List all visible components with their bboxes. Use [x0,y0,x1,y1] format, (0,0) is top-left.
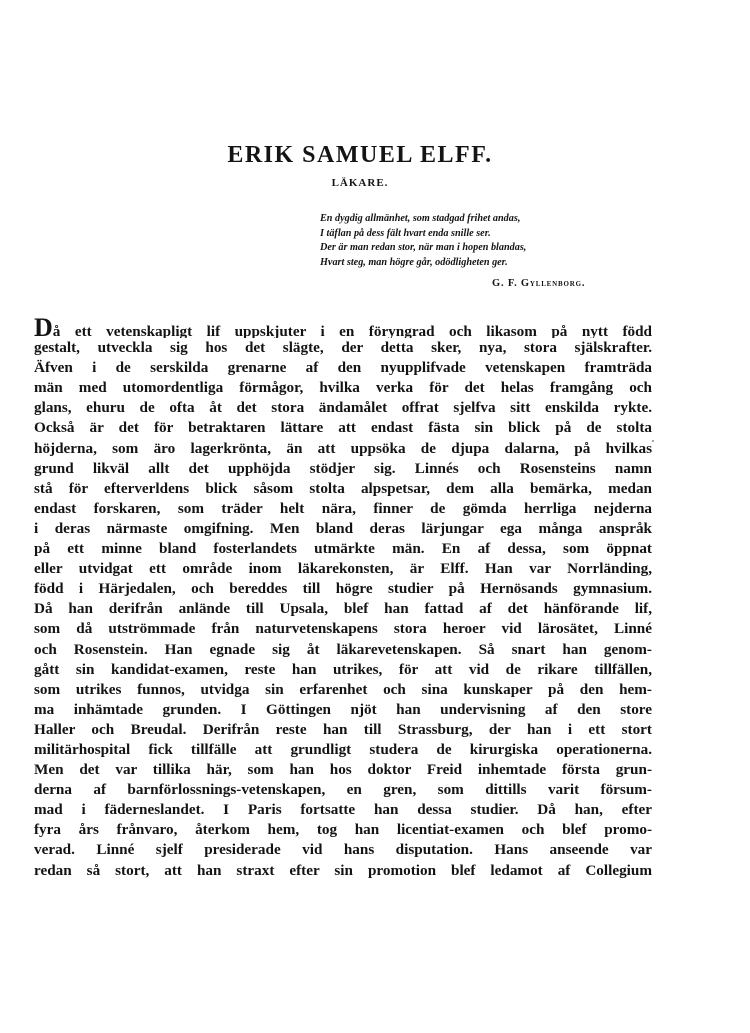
body-line: som då utströmmade från naturvetenskapens stora heroer vid lärosätet, Linné [34,620,652,638]
epigraph [320,212,640,270]
body-line: grund likväl allt det upphöjda stödjer sig. Linnés och Rosensteins namn [34,459,652,477]
body-line: Haller och Breudal. Derifrån reste han till Strassburg, der han i ett stort [34,720,652,738]
body-line: född i Härjedalen, och bereddes till högre studier på Hernösands gymnasium. [34,580,652,598]
epigraph-line: Hvart steg, man högre går, odödligheten ger. [320,256,508,268]
body-line: gått sin kandidat-examen, reste han utrikes, för att vid de rikare tillfällen, [34,660,652,678]
body-line: fyra års frånvaro, återkom hem, tog han licentiat-examen och blef promo- [34,821,652,839]
body-line: som utrikes funnos, utvidga sin erfarenhet och sina kunskaper på den hem- [34,680,652,698]
body-line: Då ett vetenskapligt lif uppskjuter i en föryngrad och likasom på nytt född [34,318,652,338]
body-line: eller utvidgat ett område inom läkarekonsten, är Elff. Han var Norrländing, [34,560,652,578]
body-text [34,318,652,881]
epigraph-line: I täflan på dess fält hvart enda snille ser. [320,227,491,239]
page-subtitle: LÄKARE. [331,177,389,189]
body-line: verad. Linné sjelf presiderade vid hans disputation. Hans anseende var [34,841,652,859]
page-title: ERIK SAMUEL ELFF. [227,142,493,168]
epigraph-author: G. F. Gyllenborg. [492,278,586,289]
body-line: Men det var tillika här, som han hos doktor Freid inhemtade första grun- [34,761,652,779]
body-line: gestalt, utveckla sig hos det slägte, der detta sker, nya, stora själskrafter. [34,339,652,357]
body-line: derna af barnförlossnings-vetenskapen, en gren, som dittills varit försum- [34,781,652,799]
body-line: höjderna, som äro lagerkrönta, än att uppsöka de djupa dalarna, på hvilkas [34,439,652,457]
body-line: män med utomordentliga förmågor, hvilka verka för det helas framgång och [34,379,652,397]
body-line: Också är det för betraktaren lättare att endast fästa sin blick på de stolta [34,419,652,437]
body-line: mad i fäderneslandet. I Paris fortsatte han dessa studier. Då han, efter [34,801,652,819]
body-line: endast forskaren, som träder helt nära, finner de gömda herrliga nejderna [34,499,652,517]
body-line: stå för efterverldens blick såsom stolta alpspetsar, dem alla bemärka, medan [34,479,652,497]
body-line: och Rosenstein. Han egnade sig åt läkarevetenskapen. Så snart han genom- [34,640,652,658]
epigraph-line: En dygdig allmänhet, som stadgad frihet andas, [320,213,521,224]
body-line: militärhospital fick tillfälle att grundligt studera de kirurgiska operationerna. [34,740,652,758]
body-line: i deras närmaste omgifning. Men bland deras lärjungar ega många anspråk [34,519,652,537]
body-line: glans, ehuru de ofta åt det stora ändamålet offrat sjelfva sitt enskilda rykte. [34,399,652,417]
body-line: redan så stort, att han straxt efter sin promotion blef ledamot af Collegium [34,861,652,879]
epigraph-line: Der är man redan stor, när man i hopen blandas, [320,242,527,253]
paper-speck [652,440,654,442]
body-line: ma inhämtade grunden. I Göttingen njöt han undervisning af den store [34,700,652,718]
body-line: Då han derifrån anlände till Upsala, blef han fattad af det hänförande lif, [34,600,652,618]
drop-cap: D [34,318,53,339]
body-line: på ett minne bland fosterlandets utmärkte män. En af dessa, som öppnat [34,540,652,558]
body-line: Äfven i de serskilda grenarne af den nyupplifvade vetenskapen framträda [34,359,652,377]
